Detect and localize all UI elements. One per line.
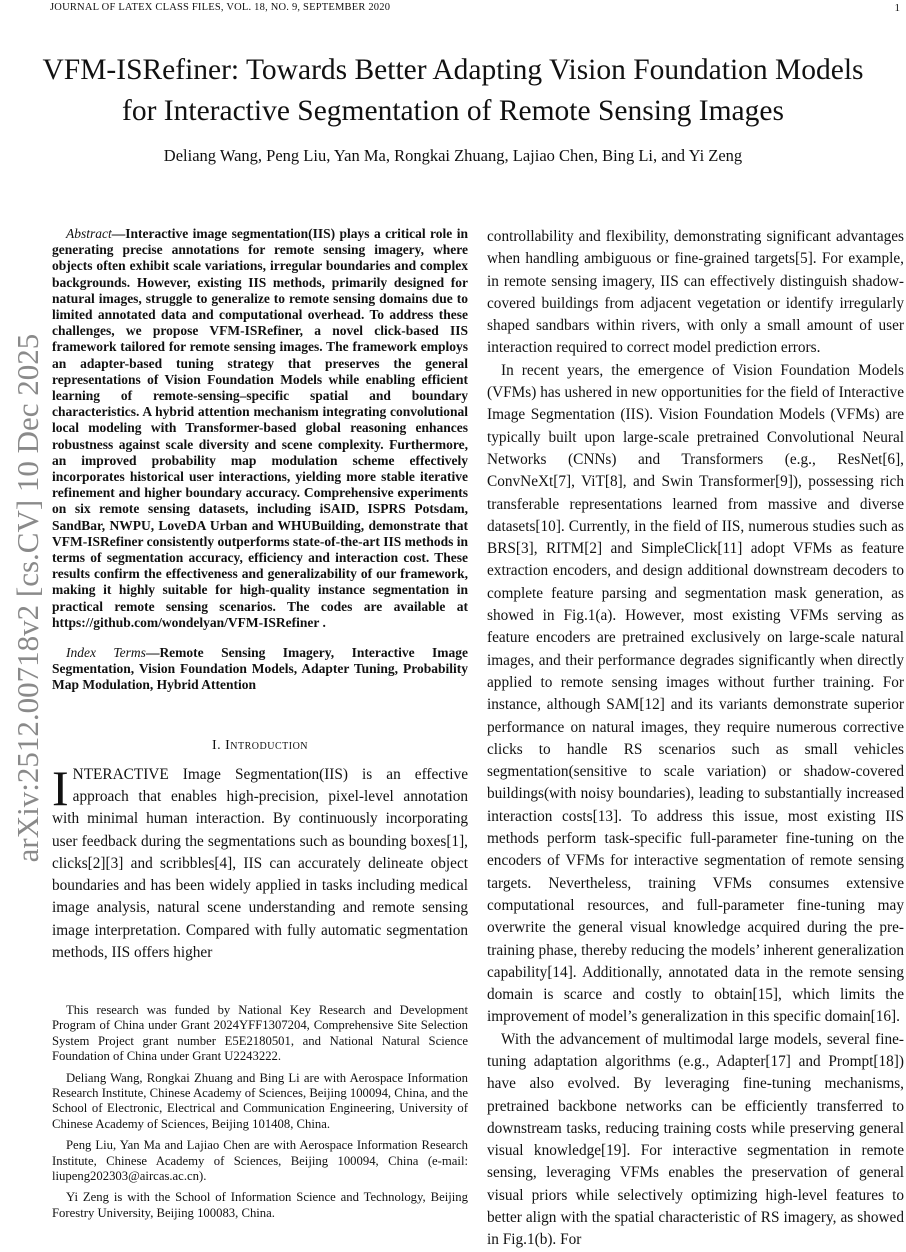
intro-paragraph bbox=[52, 759, 468, 965]
title-line-1: VFM-ISRefiner: Towards Better Adapting Vision Foundation Models bbox=[42, 54, 864, 86]
title-line-2: for Interactive Segmentation of Remote Sensing Images bbox=[122, 95, 784, 127]
right-column bbox=[487, 226, 904, 1252]
body-paragraph: controllability and flexibility, demonstrating significant advantages when handling ambiguous or fine-grained targets[5]. For example, in remote sensing imagery, IIS can effectively distinguish shadow-covered buildings from adjacent vegetation or identify irregularly shaped sandbars within rivers, with only a small amount of user interaction required to correct model prediction errors. bbox=[487, 228, 904, 357]
footnote-affiliation-1: Deliang Wang, Rongkai Zhuang and Bing Li are with Aerospace Information Research Institute, Chinese Academy of Sciences, Beijing 100094, China, and the School of Electronic, Electrical and Communication Engineering, University of Chinese Academy of Sciences, Beijing 101408, China. bbox=[52, 1070, 468, 1131]
intro-text: NTERACTIVE Image Segmentation(IIS) is an effective approach that enables high-precision, pixel-level annotation with minimal human interaction. By continuously incorporating user feedback during the segmentations such as bounding boxes[1], clicks[2][3] and scribbles[4], IIS can accurately delineate object boundaries and has been widely applied in tasks including medical image analysis, natural scene understanding and remote sensing image interpretation. Compared with fully automatic segmentation methods, IIS offers higher bbox=[52, 765, 468, 962]
page-number: 1 bbox=[894, 2, 900, 14]
abstract-label: Abstract bbox=[66, 226, 112, 241]
index-terms-label: Index Terms bbox=[66, 645, 146, 661]
index-terms-text: —Remote Sensing Imagery, Interactive Image Segmentation, Vision Foundation Models, Adapter Tuning, Probability Map Modulation, Hybrid Attention bbox=[52, 645, 468, 693]
index-terms bbox=[52, 645, 468, 694]
body-paragraph: In recent years, the emergence of Vision Foundation Models (VFMs) has ushered in new opportunities for the field of Interactive Image Segmentation (IIS). Vision Foundation Models (VFMs) are typically built upon large-scale pretrained Convolutional Neural Networks (CNNs) and Transformers (e.g., ResNet[6], ConvNeXt[7], ViT[8], and Swin Transformer[9]), possessing rich transferable representations learned from massive and diverse datasets[10]. Currently, in the field of IIS, numerous studies such as BRS[3], RITM[2] and SimpleClick[11] adopt VFMs as feature extraction encoders, and design additional downstream decoders to complete feature parsing and segmentation mask generation, as showed in Fig.1(a). However, most existing VFMs serving as feature encoders are pretrained exclusively on large-scale natural images, and their performance degrades significantly when directly applied to remote sensing images without further training. For instance, although SAM[12] and its variants demonstrate superior performance on natural images, they require numerous corrective clicks to handle RS scenarios such as small vehicles segmentation(sensitive to scale variation) or shadow-covered buildings(with noisy boundaries), leading to substantially increased interaction costs[13]. To address this issue, most existing IIS methods perform task-specific full-parameter fine-tuning on the encoders of VFMs for interactive segmentation of remote sensing targets. Nevertheless, training VFMs consumes extensive computational resources, and full-parameter fine-tuning may overwrite the general visual knowledge acquired during the pre-training phase, thereby reducing the models’ inherent generalization capability[14]. Additionally, annotated data in the remote sensing domain is scarce and costly to obtain[15], which limits the improvement of model’s generalization in this specific domain[16]. bbox=[487, 361, 904, 1026]
running-header: JOURNAL OF LATEX CLASS FILES, VOL. 18, NO. 9, SEPTEMBER 2020 bbox=[50, 2, 391, 13]
paper-title bbox=[0, 50, 906, 132]
abstract bbox=[52, 226, 468, 631]
body-paragraph: With the advancement of multimodal large models, several fine-tuning adaptation algorithms (e.g., Adapter[17] and Prompt[18]) have also evolved. By leveraging fine-tuning mechanisms, pretrained backbone networks can be efficiently transferred to downstream tasks, reducing training costs while preserving general visual knowledge[19]. For interactive segmentation in remote sensing, leveraging VFMs enables the preservation of general visual priors while selectively optimizing high-level features to better align with the spatial characteristic of RS imagery, as showed in Fig.1(b). For bbox=[487, 1030, 904, 1249]
left-column bbox=[52, 226, 468, 964]
drop-cap: I bbox=[52, 759, 69, 816]
author-list: Deliang Wang, Peng Liu, Yan Ma, Rongkai Zhuang, Lajiao Chen, Bing Li, and Yi Zeng bbox=[163, 146, 743, 165]
arxiv-stamp: arXiv:2512.00718v2 [cs.CV] 10 Dec 2025 bbox=[10, 333, 45, 863]
footnote-affiliation-3: Yi Zeng is with the School of Information Science and Technology, Beijing Forestry University, Beijing 100083, China. bbox=[52, 1190, 468, 1220]
footnote-affiliation-2: Peng Liu, Yan Ma and Lajiao Chen are with Aerospace Information Research Institute, Chinese Academy of Sciences, Beijing 100094, China (e-mail: liupeng202303@aircas.ac.cn). bbox=[52, 1138, 468, 1184]
section-heading: I. Introduction bbox=[211, 737, 309, 753]
footnote-funding: This research was funded by National Key Research and Development Program of China under Grant 2024YFF1307204, Comprehensive Site Selection System Project grant number E5E2180501, and National Natural Science Foundation of China under Grant U2243222. bbox=[52, 1003, 468, 1064]
abstract-text: —Interactive image segmentation(IIS) plays a critical role in generating precise annotations for remote sensing imagery, where objects often exhibit scale variations, irregular boundaries and complex backgrounds. However, existing IIS methods, primarily designed for natural images, struggle to generalize to remote sensing domains due to limited annotated data and computational overhead. To address these challenges, we propose VFM-ISRefiner, a novel click-based IIS framework tailored for remote sensing images. The framework employs an adapter-based tuning strategy that preserves the general representations of Vision Foundation Models while enabling efficient learning of remote-sensing–specific spatial and boundary characteristics. A hybrid attention mechanism integrating convolutional local modeling with Transformer-based global reasoning enhances robustness against scale diversity and scene complexity. Furthermore, an improved probability map modulation scheme effectively incorporates historical user interactions, yielding more stable iterative refinement and higher boundary accuracy. Comprehensive experiments on six remote sensing datasets, including iSAID, ISPRS Potsdam, SandBar, NWPU, LoveDA Urban and WHUBuilding, demonstrate that VFM-ISRefiner consistently outperforms state-of-the-art IIS methods in terms of segmentation accuracy, efficiency and interaction cost. These results confirm the effectiveness and generalizability of our framework, making it highly suitable for high-quality instance segmentation in practical remote sensing scenarios. The codes are available at https://github.com/wondelyan/VFM-ISRefiner . bbox=[52, 226, 468, 630]
footnotes bbox=[52, 1003, 468, 1221]
